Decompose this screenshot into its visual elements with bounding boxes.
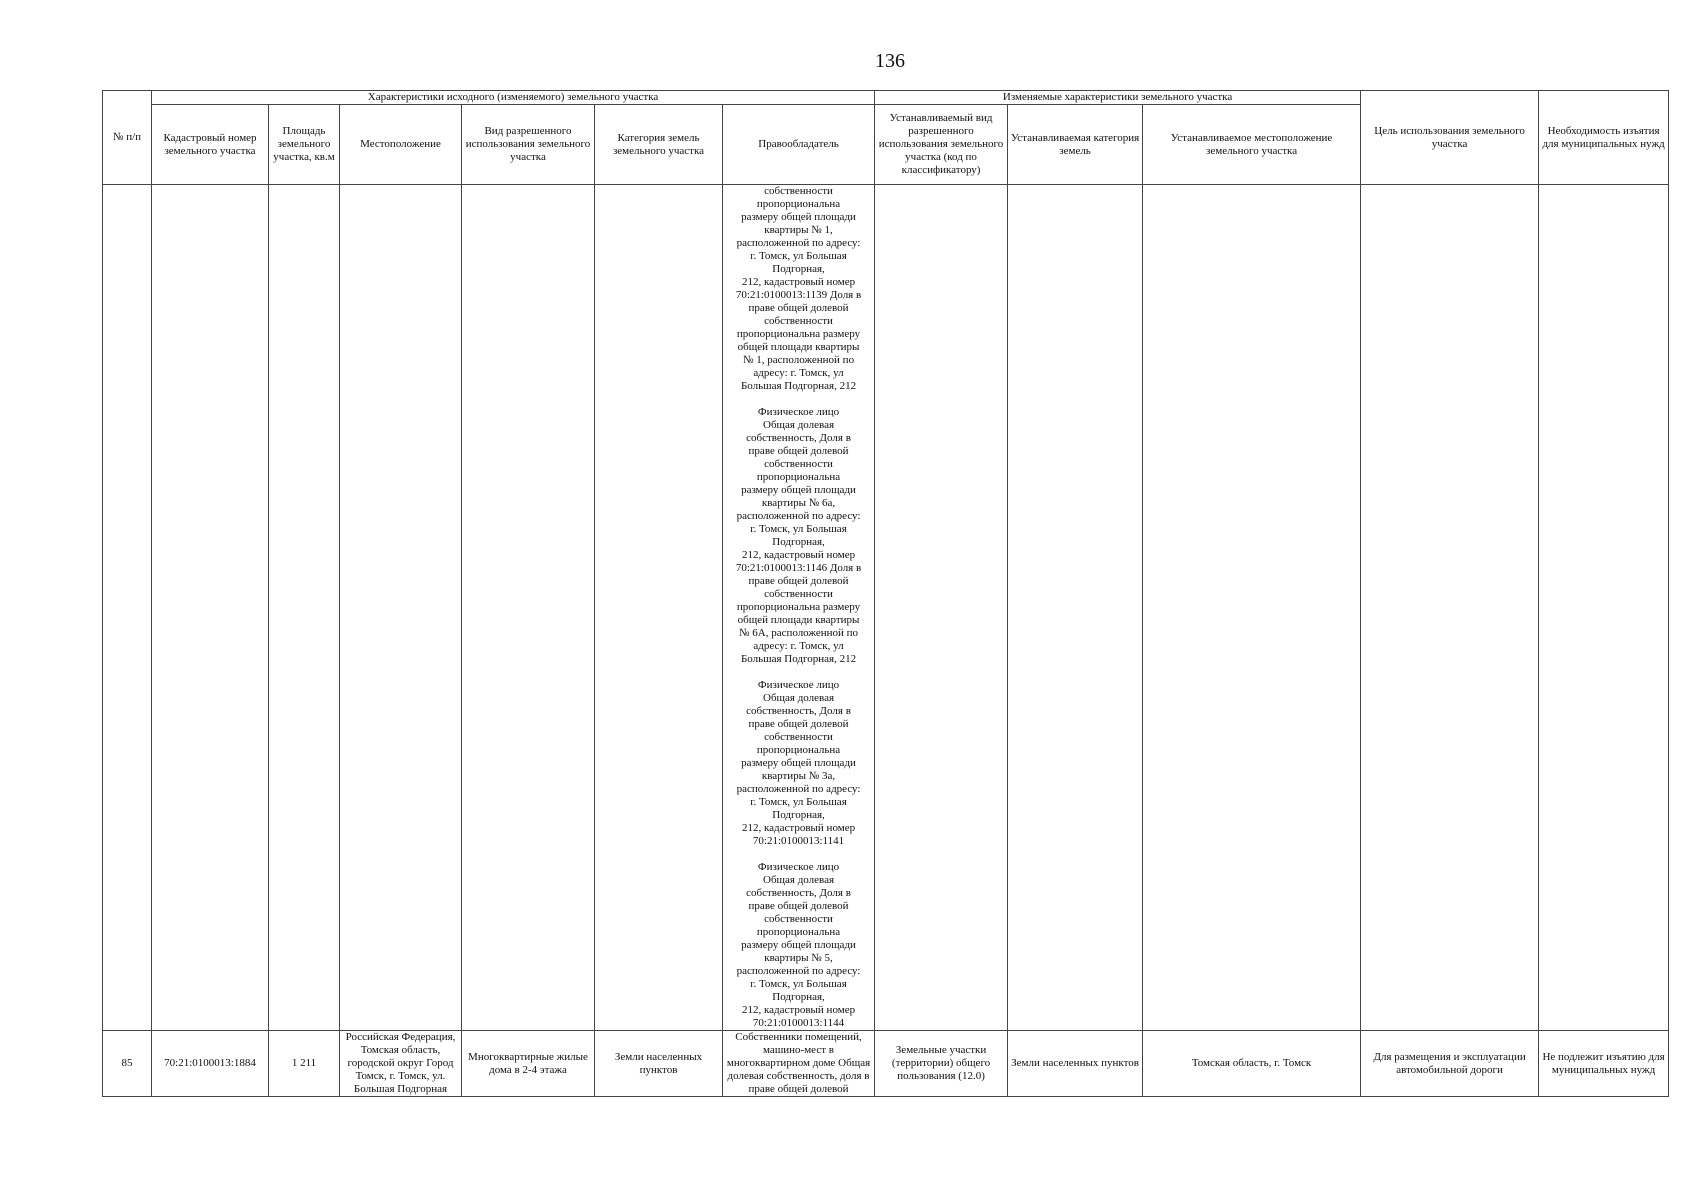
header-new-category: Устанавливаемая категория земель <box>1008 105 1143 185</box>
header-new-location: Устанавливаемое местоположение земельного участка <box>1143 105 1361 185</box>
land-register-table <box>102 90 1669 1097</box>
row-use: Многоквартирные жилые дома в 2-4 этажа <box>462 1031 595 1097</box>
header-group-source: Характеристики исходного (изменяемого) земельного участка <box>152 91 875 105</box>
row-owner: Собственники помещений, машино-мест в многоквартирном доме Общая долевая собственность, доля в праве общей долевой <box>723 1031 875 1097</box>
row-new-category: Земли населенных пунктов <box>1008 1031 1143 1097</box>
header-area: Площадь земельного участка, кв.м <box>269 105 340 185</box>
table-row-continuation <box>103 185 1669 1031</box>
header-use: Вид разрешенного использования земельного участка <box>462 105 595 185</box>
row-num: 85 <box>103 1031 152 1097</box>
owner-continuation-text: собственности пропорциональна размеру общей площади квартиры № 1, расположенной по адресу: г. Томск, ул Большая Подгорная, 212, кадастровый номер 70:21:0100013:1139 Доля в праве общей долевой собственности пропорциональна размеру общей площади квартиры № 1, расположенной по адресу: г. Томск, ул Большая Подгорная, 212 Физическое лицо Общая долевая собственность, Доля в праве общей долевой собственности пропорциональна размеру общей площади квартиры № 6а, расположенной по адресу: г. Томск, ул Большая Подгорная, 212, кадастровый номер 70:21:0100013:1146 Доля в праве общей долевой собственности пропорциональна размеру общей площади квартиры № 6А, расположенной по адресу: г. Томск, ул Большая Подгорная, 212 Физическое лицо Общая долевая собственность, Доля в праве общей долевой собственности пропорциональна размеру общей площади квартиры № 3а, расположенной по адресу: г. Томск, ул Большая Подгорная, 212, кадастровый номер 70:21:0100013:1141 Физическое лицо Общая долевая собственность, Доля в праве общей долевой собственности пропорциональна размеру общей площади квартиры № 5, расположенной по адресу: г. Томск, ул Большая Подгорная, 212, кадастровый номер 70:21:0100013:1144 <box>723 185 875 1031</box>
row-new-use: Земельные участки (территории) общего пользования (12.0) <box>875 1031 1008 1097</box>
header-num: № п/п <box>103 91 152 185</box>
page-number: 136 <box>875 50 905 72</box>
header-category: Категория земель земельного участка <box>595 105 723 185</box>
row-cadastral: 70:21:0100013:1884 <box>152 1031 269 1097</box>
header-group-changed: Изменяемые характеристики земельного участка <box>875 91 1361 105</box>
header-new-use: Устанавливаемый вид разрешенного использования земельного участка (код по классификатору) <box>875 105 1008 185</box>
row-area: 1 211 <box>269 1031 340 1097</box>
header-location: Местоположение <box>340 105 462 185</box>
table-row <box>103 1031 1669 1097</box>
header-need: Необходимость изъятия для муниципальных нужд <box>1539 91 1669 185</box>
row-purpose: Для размещения и эксплуатации автомобильной дороги <box>1361 1031 1539 1097</box>
row-need: Не подлежит изъятию для муниципальных нужд <box>1539 1031 1669 1097</box>
header-owner: Правообладатель <box>723 105 875 185</box>
row-new-location: Томская область, г. Томск <box>1143 1031 1361 1097</box>
row-location: Российская Федерация, Томская область, городской округ Город Томск, г. Томск, ул. Большая Подгорная <box>340 1031 462 1097</box>
row-category: Земли населенных пунктов <box>595 1031 723 1097</box>
header-purpose: Цель использования земельного участка <box>1361 91 1539 185</box>
header-cadastral: Кадастровый номер земельного участка <box>152 105 269 185</box>
